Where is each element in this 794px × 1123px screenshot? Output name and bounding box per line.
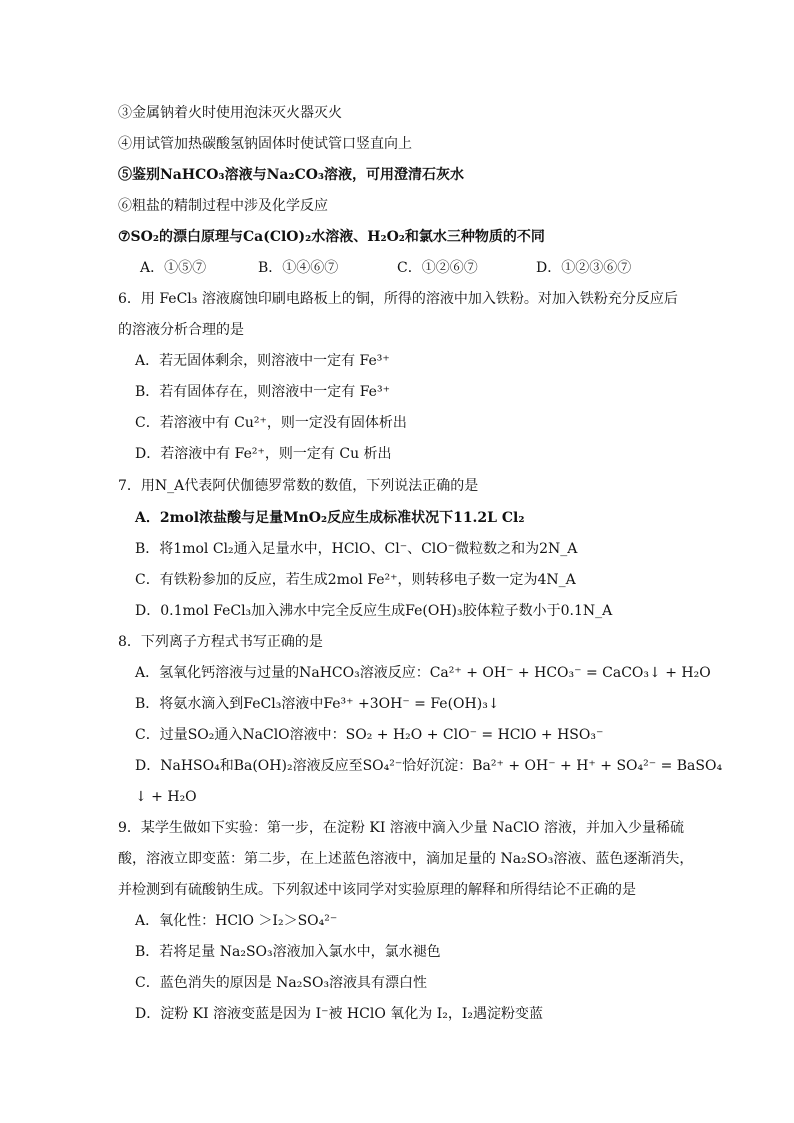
q7-option-a: A．2mol浓盐酸与足量MnO₂反应生成标准状况下11.2L Cl₂ bbox=[135, 510, 525, 526]
list-item: ④用试管加热碳酸氢钠固体时使试管口竖直向上 bbox=[118, 136, 412, 152]
q7-option-c: C．有铁粉参加的反应，若生成2mol Fe²⁺，则转移电子数一定为4N_A bbox=[135, 572, 576, 588]
q6-stem-line-2: 的溶液分析合理的是 bbox=[118, 322, 244, 338]
q7-stem: 7．用N_A代表阿伏伽德罗常数的数值，下列说法正确的是 bbox=[118, 478, 479, 494]
q6-option-a: A．若无固体剩余，则溶液中一定有 Fe³⁺ bbox=[135, 353, 390, 369]
q6-option-b: B．若有固体存在，则溶液中一定有 Fe³⁺ bbox=[135, 384, 390, 400]
q8-option-d: D．NaHSO₄和Ba(OH)₂溶液反应至SO₄²⁻恰好沉淀：Ba²⁺ + OH⁻ + H⁺ + SO₄²⁻ = BaSO₄ bbox=[135, 758, 723, 774]
list-item: ⑦SO₂的漂白原理与Ca(ClO)₂水溶液、H₂O₂和氯水三种物质的不同 bbox=[118, 229, 545, 245]
q5-option-b: B．①④⑥⑦ bbox=[258, 260, 339, 276]
q7-option-b: B．将1mol Cl₂通入足量水中，HClO、Cl⁻、ClO⁻微粒数之和为2N_A bbox=[135, 541, 578, 557]
q8-stem: 8．下列离子方程式书写正确的是 bbox=[118, 634, 323, 650]
q9-option-b: B．若将足量 Na₂SO₃溶液加入氯水中，氯水褪色 bbox=[135, 944, 441, 960]
q8-option-a: A．氢氧化钙溶液与过量的NaHCO₃溶液反应：Ca²⁺ + OH⁻ + HCO₃⁻ = CaCO₃↓ + H₂O bbox=[135, 665, 711, 681]
q6-option-c: C．若溶液中有 Cu²⁺，则一定没有固体析出 bbox=[135, 415, 407, 431]
q5-option-c: C．①②⑥⑦ bbox=[397, 260, 478, 276]
list-item: ③金属钠着火时使用泡沫灭火器灭火 bbox=[118, 105, 342, 121]
q8-option-c: C．过量SO₂通入NaClO溶液中：SO₂ + H₂O + ClO⁻ = HClO + HSO₃⁻ bbox=[135, 727, 604, 743]
q5-option-d: D．①②③⑥⑦ bbox=[536, 260, 632, 276]
q9-option-a: A．氧化性：HClO ＞I₂＞SO₄²⁻ bbox=[135, 913, 338, 929]
q9-stem-line-1: 9．某学生做如下实验：第一步，在淀粉 KI 溶液中滴入少量 NaClO 溶液，并加入少量稀硫 bbox=[118, 820, 684, 836]
q8-option-b: B．将氨水滴入到FeCl₃溶液中Fe³⁺ +3OH⁻ = Fe(OH)₃↓ bbox=[135, 696, 500, 712]
q9-stem-line-3: 并检测到有硫酸钠生成。下列叙述中该同学对实验原理的解释和所得结论不正确的是 bbox=[118, 882, 636, 898]
q9-option-c: C．蓝色消失的原因是 Na₂SO₃溶液具有漂白性 bbox=[135, 975, 428, 991]
q9-option-d: D．淀粉 KI 溶液变蓝是因为 I⁻被 HClO 氧化为 I₂，I₂遇淀粉变蓝 bbox=[135, 1006, 543, 1022]
q7-option-d: D．0.1mol FeCl₃加入沸水中完全反应生成Fe(OH)₃胶体粒子数小于0.1N_A bbox=[135, 603, 613, 619]
q6-stem-line-1: 6．用 FeCl₃ 溶液腐蚀印刷电路板上的铜，所得的溶液中加入铁粉。对加入铁粉充分反应后 bbox=[118, 291, 678, 307]
list-item: ⑤鉴别NaHCO₃溶液与Na₂CO₃溶液，可用澄清石灰水 bbox=[118, 167, 465, 183]
q6-option-d: D．若溶液中有 Fe²⁺，则一定有 Cu 析出 bbox=[135, 446, 392, 462]
q9-stem-line-2: 酸，溶液立即变蓝：第二步，在上述蓝色溶液中，滴加足量的 Na₂SO₃溶液、蓝色逐渐消失， bbox=[118, 851, 694, 867]
q8-option-d-continued: ↓ + H₂O bbox=[135, 789, 197, 805]
q5-option-a: A．①⑤⑦ bbox=[140, 260, 207, 276]
list-item: ⑥粗盐的精制过程中涉及化学反应 bbox=[118, 198, 328, 214]
